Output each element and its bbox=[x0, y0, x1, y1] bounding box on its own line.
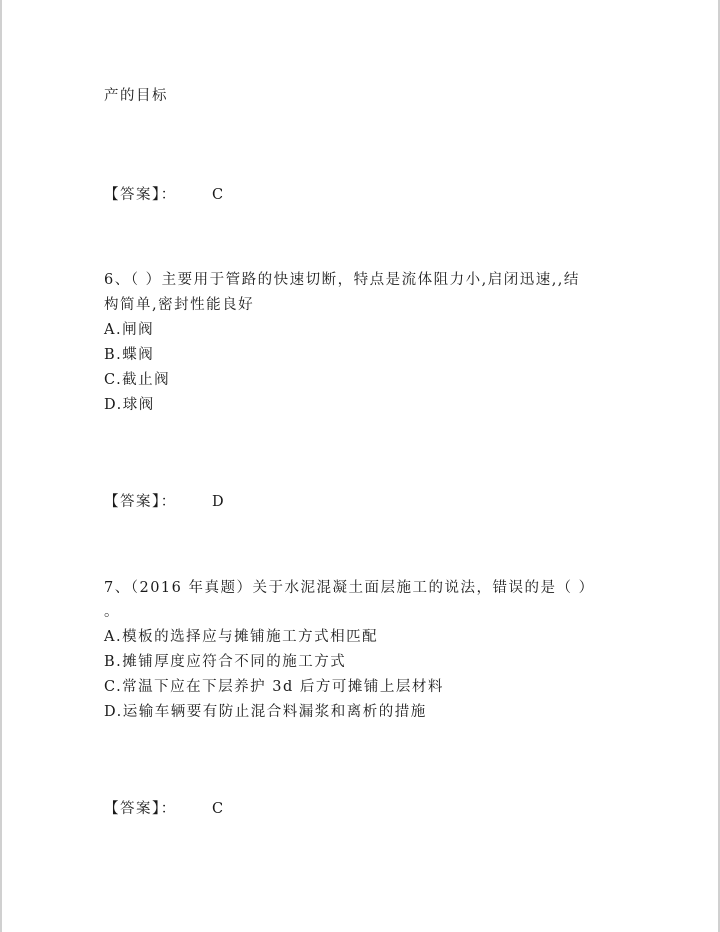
answer-row bbox=[104, 186, 225, 204]
continuation-text: 产的目标 bbox=[104, 88, 168, 104]
answer-label: 【答案】： bbox=[104, 801, 177, 817]
answer-label: 【答案】： bbox=[104, 494, 177, 510]
question-7-stem-line-2: 。 bbox=[104, 604, 120, 620]
question-6-stem-line-1: 6、（ ）主要用于管路的快速切断，特点是流体阻力小,启闭迅速,,结 bbox=[104, 272, 580, 288]
question-7-option-c: C.常温下应在下层养护 3d 后方可摊铺上层材料 bbox=[104, 679, 444, 695]
question-6-stem-line-2: 构简单,密封性能良好 bbox=[104, 297, 255, 313]
answer-row bbox=[104, 800, 225, 818]
question-7-option-a: A.模板的选择应与摊铺施工方式相匹配 bbox=[104, 629, 379, 645]
answer-value: C bbox=[212, 801, 225, 817]
answer-label: 【答案】： bbox=[104, 187, 177, 203]
question-7-option-d: D.运输车辆要有防止混合料漏浆和离析的措施 bbox=[104, 704, 427, 720]
answer-value: C bbox=[212, 187, 225, 203]
question-6-option-d: D.球阀 bbox=[104, 397, 155, 413]
answer-value: D bbox=[212, 494, 226, 510]
page-left-border bbox=[0, 0, 2, 932]
question-7-option-b: B.摊铺厚度应符合不同的施工方式 bbox=[104, 654, 347, 670]
question-6-option-b: B.蝶阀 bbox=[104, 347, 155, 363]
question-6-option-a: A.闸阀 bbox=[104, 322, 155, 338]
question-6-option-c: C.截止阀 bbox=[104, 372, 171, 388]
answer-row bbox=[104, 493, 226, 511]
question-7-stem-line-1: 7、（2016 年真题）关于水泥混凝土面层施工的说法，错误的是（ ） bbox=[104, 580, 595, 596]
